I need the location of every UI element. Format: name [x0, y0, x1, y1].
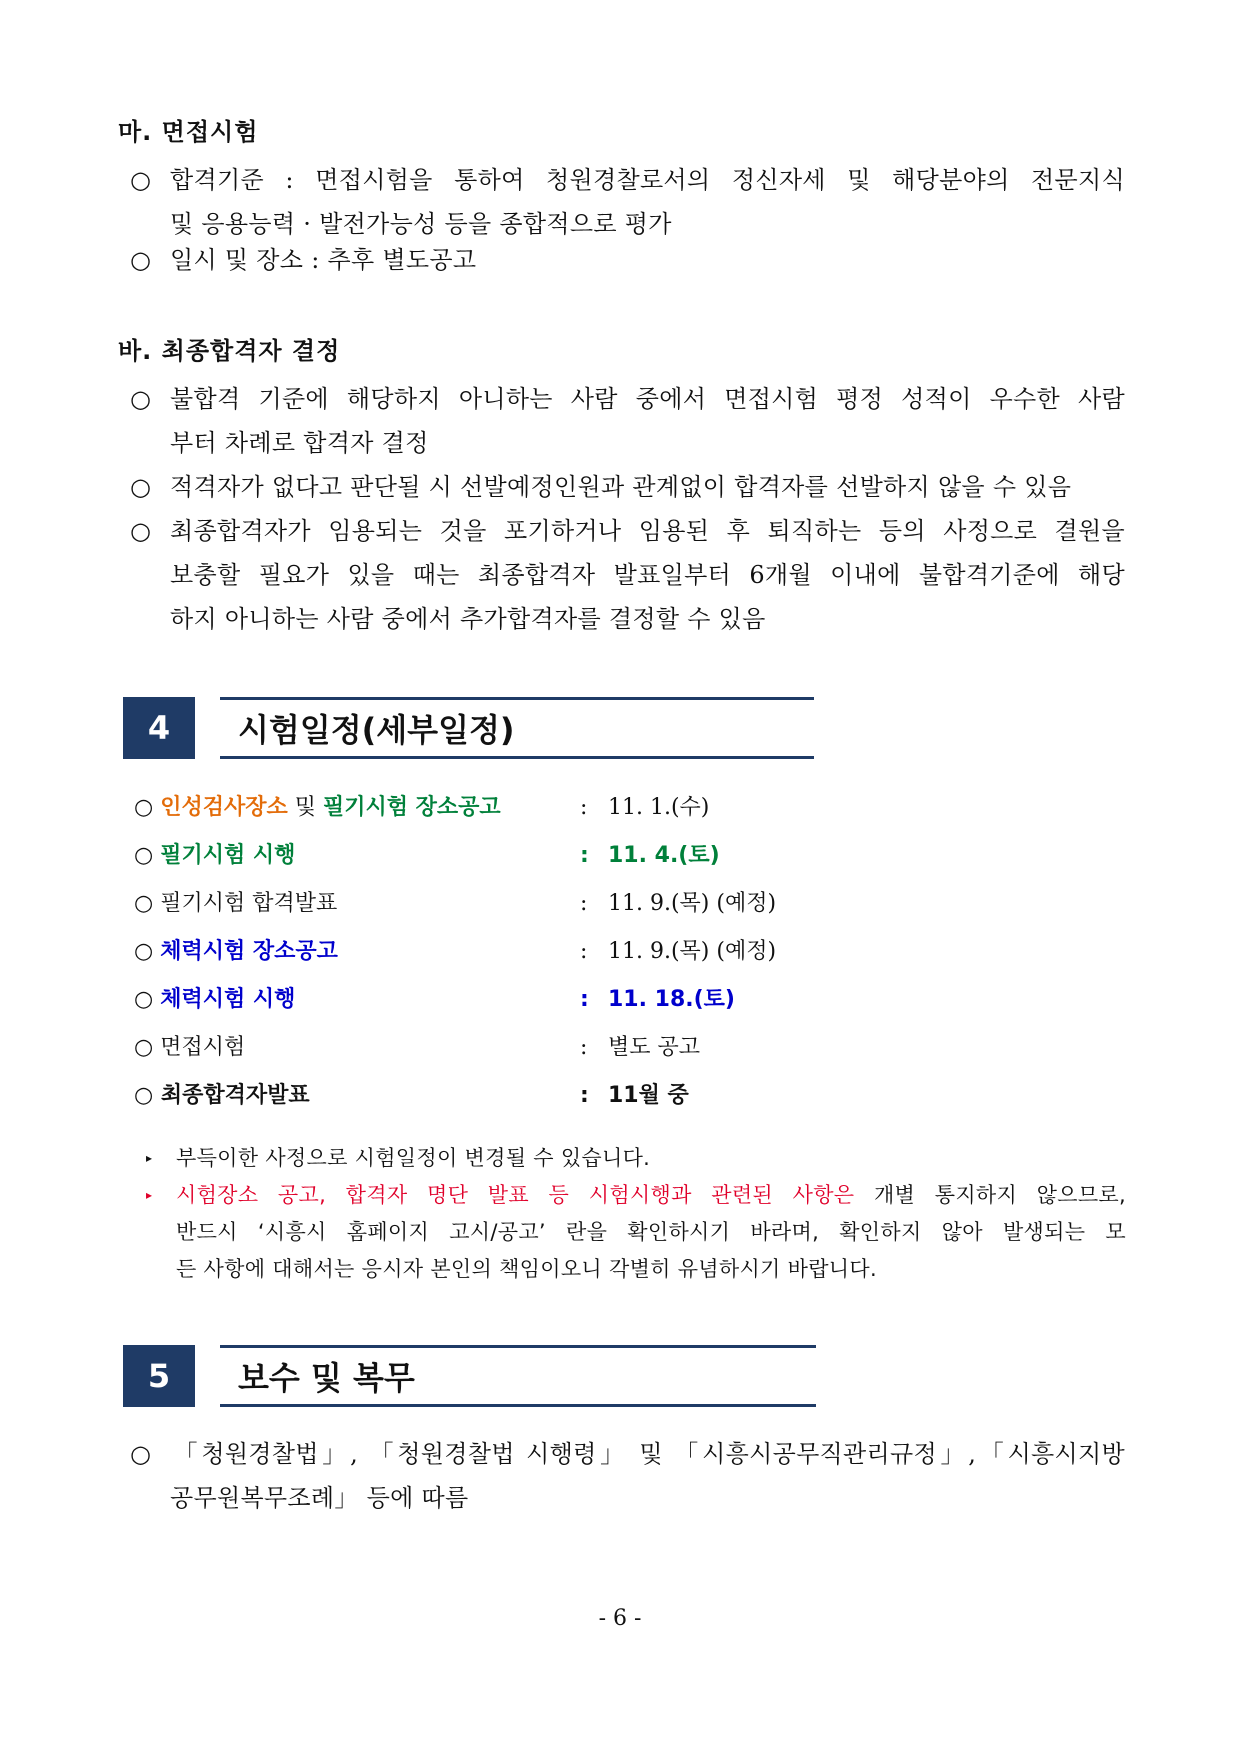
page-number: - 6 -	[598, 1606, 642, 1631]
paragraph-line: ○ 적격자가 없다고 판단될 시 선발예정인원과 관계없이 합격자를 선발하지 않을 수 있음	[130, 465, 1125, 509]
circle-bullet-icon: ○	[134, 987, 154, 1012]
schedule-colon: :	[580, 1083, 589, 1108]
note-line: 반드시 ‘시흥시 홈페이지 고시/공고’ 란을 확인하시기 바라며, 확인하지 않아 발생되는 모	[176, 1220, 1126, 1244]
schedule-date: 11. 9.(목) (예정)	[608, 939, 777, 964]
subsection-heading-final-decision: 바. 최종합격자 결정	[118, 337, 341, 365]
circle-bullet-icon: ○	[130, 517, 152, 545]
schedule-label: 최종합격자발표	[160, 1083, 310, 1108]
paragraph-line: 및 응용능력 · 발전가능성 등을 종합적으로 평가	[170, 210, 672, 238]
schedule-colon: :	[580, 939, 588, 964]
list-item	[130, 158, 1125, 246]
note-item	[148, 1140, 1126, 1177]
paragraph-line: ○ 합격기준 : 면접시험을 통하여 청원경찰로서의 정신자세 및 해당분야의 전문지식	[130, 158, 1125, 202]
schedule-date: 11. 1.(수)	[608, 795, 710, 820]
paragraph-line: 보충할 필요가 있을 때는 최종합격자 발표일부터 6개월 이내에 불합격기준에 해당	[170, 561, 1125, 589]
schedule-row	[134, 1024, 834, 1072]
schedule-label: 체력시험 시행	[160, 987, 296, 1012]
paragraph-line: 하지 아니하는 사람 중에서 추가합격자를 결정할 수 있음	[170, 605, 766, 633]
section-title: 시험일정(세부일정)	[220, 697, 814, 759]
schedule-row	[134, 928, 834, 976]
paragraph-line: ○ 최종합격자가 임용되는 것을 포기하거나 임용된 후 퇴직하는 등의 사정으로 결원을	[130, 509, 1125, 553]
list-item	[130, 1432, 1125, 1520]
list-item	[130, 465, 1125, 509]
circle-bullet-icon: ○	[130, 166, 152, 194]
schedule-row	[134, 1072, 834, 1120]
triangle-bullet-icon: ▸	[146, 1188, 153, 1202]
paragraph-line: 부터 차례로 합격자 결정	[170, 429, 429, 457]
circle-bullet-icon: ○	[130, 1440, 152, 1468]
note-emphasis: 시험장소 공고, 합격자 명단 발표 등 시험시행과 관련된 사항은	[176, 1183, 855, 1207]
triangle-bullet-icon: ▸	[146, 1151, 153, 1165]
circle-bullet-icon: ○	[134, 891, 154, 916]
paragraph-line: ○ 일시 및 장소 : 추후 별도공고	[130, 238, 1125, 282]
schedule-row	[134, 832, 834, 880]
schedule-row	[134, 784, 834, 832]
schedule-label: 필기시험 시행	[160, 843, 296, 868]
schedule-colon: :	[580, 891, 588, 916]
schedule-date: 별도 공고	[608, 1035, 701, 1060]
schedule-label-part: 인성검사장소	[160, 795, 288, 820]
circle-bullet-icon: ○	[130, 473, 152, 501]
schedule-date: 11월 중	[608, 1083, 689, 1108]
note-item	[148, 1177, 1126, 1288]
circle-bullet-icon: ○	[130, 246, 152, 274]
circle-bullet-icon: ○	[134, 795, 154, 820]
section-number-badge: 4	[123, 697, 195, 759]
schedule-date: 11. 18.(토)	[608, 987, 735, 1012]
schedule-label-part: 필기시험 장소공고	[322, 795, 501, 820]
section-title: 보수 및 복무	[220, 1345, 816, 1407]
schedule-date: 11. 4.(토)	[608, 843, 720, 868]
section-number-badge: 5	[123, 1345, 195, 1407]
schedule-label: 면접시험	[160, 1035, 246, 1060]
schedule-label-part: 및	[287, 795, 323, 820]
paragraph-line: 공무원복무조례」 등에 따름	[170, 1484, 469, 1512]
list-item	[130, 238, 1125, 282]
circle-bullet-icon: ○	[134, 1035, 154, 1060]
list-item	[130, 377, 1125, 465]
note-line: 든 사항에 대해서는 응시자 본인의 책임이오니 각별히 유념하시기 바랍니다.	[176, 1257, 877, 1281]
paragraph-line: ○ 「청원경찰법」, 「청원경찰법 시행령」 및 「시흥시공무직관리규정」,「시흥시지방	[130, 1432, 1125, 1476]
schedule-label: 체력시험 장소공고	[160, 939, 338, 964]
schedule-colon: :	[580, 1035, 588, 1060]
paragraph-line: ○ 불합격 기준에 해당하지 아니하는 사람 중에서 면접시험 평정 성적이 우수한 사람	[130, 377, 1125, 421]
circle-bullet-icon: ○	[134, 939, 154, 964]
schedule-label: 필기시험 합격발표	[160, 891, 338, 916]
circle-bullet-icon: ○	[134, 1083, 154, 1108]
circle-bullet-icon: ○	[130, 385, 152, 413]
note-line: 시험장소 공고, 합격자 명단 발표 등 시험시행과 관련된 사항은 개별 통지하지 않으므로,	[176, 1183, 1126, 1207]
schedule-date: 11. 9.(목) (예정)	[608, 891, 777, 916]
schedule-row	[134, 976, 834, 1024]
circle-bullet-icon: ○	[134, 843, 154, 868]
schedule-colon: :	[580, 795, 588, 820]
list-item	[130, 509, 1125, 641]
note-line: 부득이한 사정으로 시험일정이 변경될 수 있습니다.	[176, 1146, 651, 1170]
schedule-colon: :	[580, 987, 589, 1012]
schedule-row	[134, 880, 834, 928]
schedule-colon: :	[580, 843, 589, 868]
subsection-heading-interview: 마. 면접시험	[118, 118, 259, 146]
